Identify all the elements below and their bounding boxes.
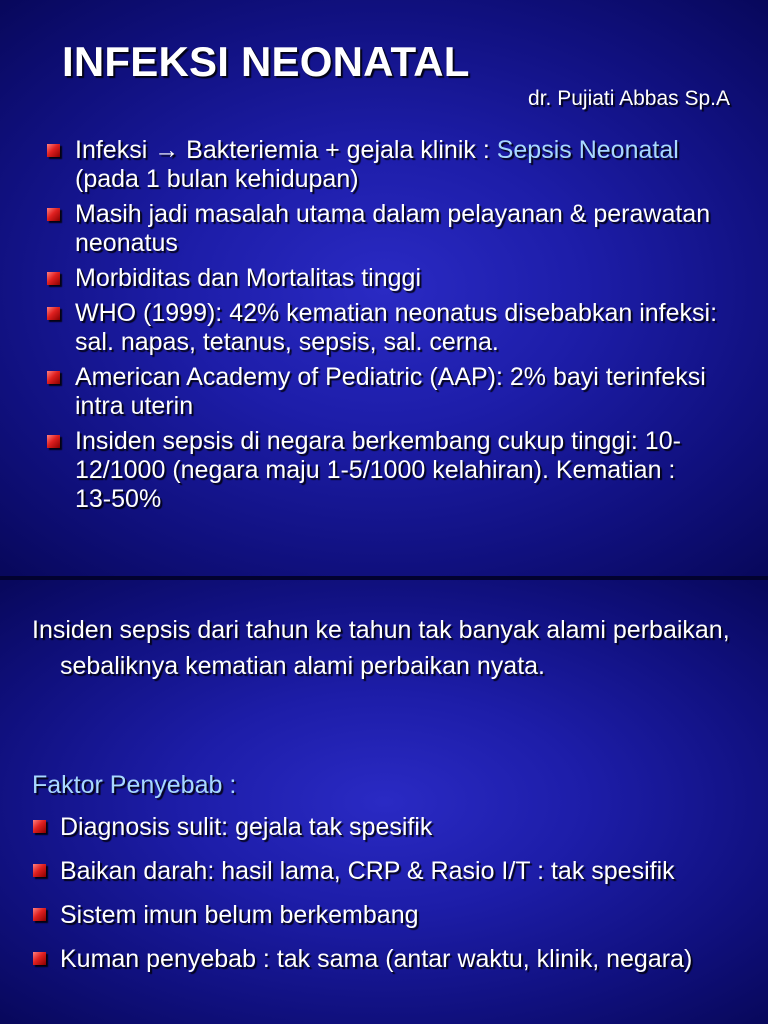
intro-paragraph: Insiden sepsis dari tahun ke tahun tak banyak alami perbaikan, sebaliknya kematian alami perbaikan nyata. [32, 616, 730, 680]
faktor-heading: Faktor Penyebab : [32, 771, 237, 799]
list-item [0, 809, 768, 845]
list-item [0, 897, 768, 933]
bullet-text-prefix: Infeksi → Bakteriemia + gejala klinik : [75, 136, 497, 164]
list-item [0, 264, 768, 293]
red-square-bullet-icon [47, 371, 60, 384]
list-item [0, 299, 768, 357]
red-square-bullet-icon [47, 144, 60, 157]
red-square-bullet-icon [47, 435, 60, 448]
list-item [0, 363, 768, 421]
list-item [0, 941, 768, 977]
list-item [0, 427, 768, 514]
bullet-list [0, 136, 768, 520]
faktor-list [0, 809, 768, 985]
red-square-bullet-icon [33, 908, 46, 921]
bullet-text: WHO (1999): 42% kematian neonatus disebabkan infeksi: sal. napas, tetanus, sepsis, sal. cerna. [75, 299, 718, 356]
red-square-bullet-icon [47, 272, 60, 285]
list-item [0, 136, 768, 194]
red-square-bullet-icon [47, 307, 60, 320]
highlight-term: Sepsis Neonatal [496, 136, 679, 164]
faktor-item-text: Sistem imun belum berkembang [60, 901, 419, 929]
bullet-text-suffix: (pada 1 bulan kehidupan) [75, 165, 359, 193]
bullet-text: Masih jadi masalah utama dalam pelayanan & perawatan neonatus [75, 200, 711, 257]
red-square-bullet-icon [33, 864, 46, 877]
slide-author: dr. Pujiati Abbas Sp.A [528, 87, 730, 110]
bullet-text: American Academy of Pediatric (AAP): 2% bayi terinfeksi intra uterin [75, 363, 706, 420]
red-square-bullet-icon [33, 952, 46, 965]
slide-title: INFEKSI NEONATAL [62, 38, 470, 85]
bullet-text: Insiden sepsis di negara berkembang cukup tinggi: 10-12/1000 (negara maju 1-5/1000 kelahiran). Kematian : 13-50% [75, 427, 681, 513]
list-item [0, 853, 768, 889]
bullet-text: Morbiditas dan Mortalitas tinggi [75, 264, 421, 292]
red-square-bullet-icon [33, 820, 46, 833]
faktor-item-text: Baikan darah: hasil lama, CRP & Rasio I/T : tak spesifik [60, 857, 675, 885]
red-square-bullet-icon [47, 208, 60, 221]
list-item [0, 200, 768, 258]
faktor-item-text: Kuman penyebab : tak sama (antar waktu, klinik, negara) [60, 945, 693, 973]
faktor-item-text: Diagnosis sulit: gejala tak spesifik [60, 813, 433, 841]
